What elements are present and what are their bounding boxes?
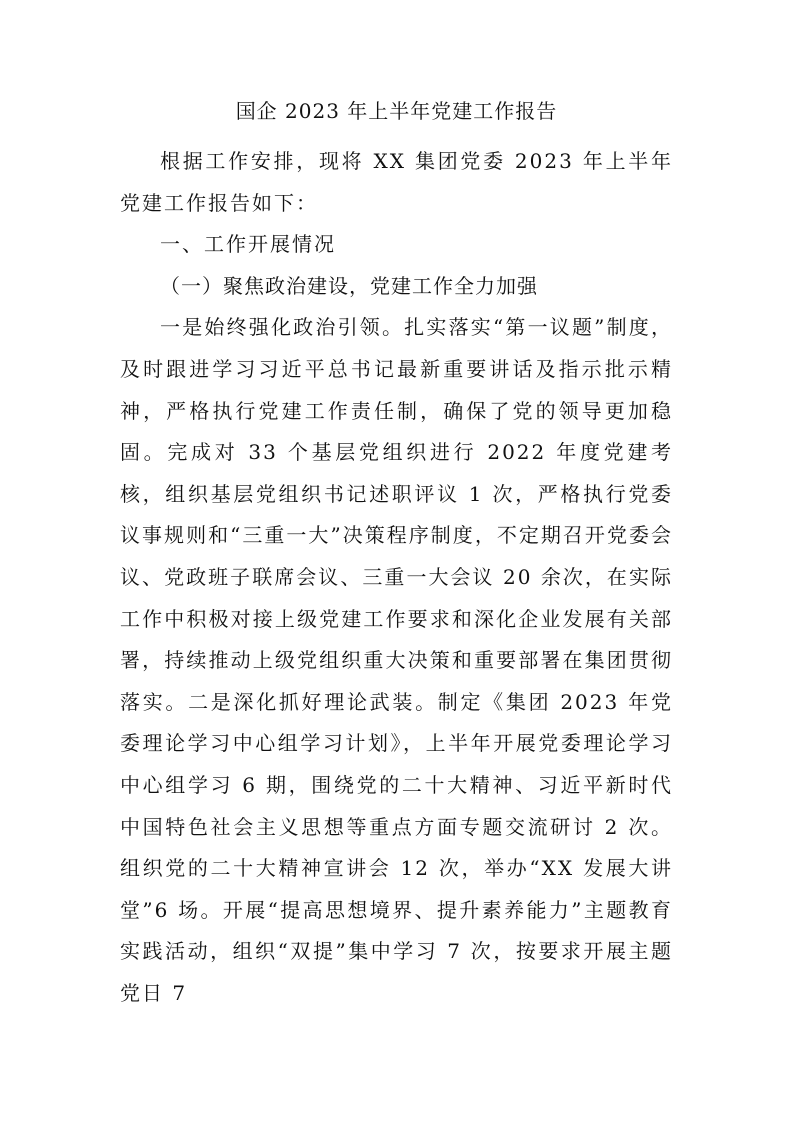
document-body <box>120 141 673 1014</box>
body-paragraph: 一是始终强化政治引领。扎实落实“第一议题”制度，及时跟进学习习近平总书记最新重要讲话及指示批示精神，严格执行党建工作责任制，确保了党的领导更加稳固。完成对 33 个基层党组织进行 2022 年度党建考核，组织基层党组织书记述职评议 1 次，严格执行党委议事规则和“三重一大”决策程序制度，不定期召开党委会议、党政班子联席会议、三重一大会议 20 余次，在实际工作中积极对接上级党建工作要求和深化企业发展有关部署，持续推动上级党组织重大决策和重要部署在集团贯彻落实。二是深化抓好理论武装。制定《集团 2023 年党委理论学习中心组学习计划》，上半年开展党委理论学习中心组学习 6 期，围绕党的二十大精神、习近平新时代中国特色社会主义思想等重点方面专题交流研讨 2 次。组织党的二十大精神宣讲会 12 次，举办“XX 发展大讲堂”6 场。开展“提高思想境界、提升素养能力”主题教育实践活动，组织“双提”集中学习 7 次，按要求开展主题党日 7 <box>120 315 673 1005</box>
document-title: 国企 2023 年上半年党建工作报告 <box>235 99 558 123</box>
section-heading: 一、工作开展情况 <box>160 232 336 257</box>
intro-paragraph: 根据工作安排，现将 XX 集团党委 2023 年上半年党建工作报告如下： <box>120 149 673 215</box>
subsection-heading: （一）聚焦政治建设，党建工作全力加强 <box>160 273 538 298</box>
